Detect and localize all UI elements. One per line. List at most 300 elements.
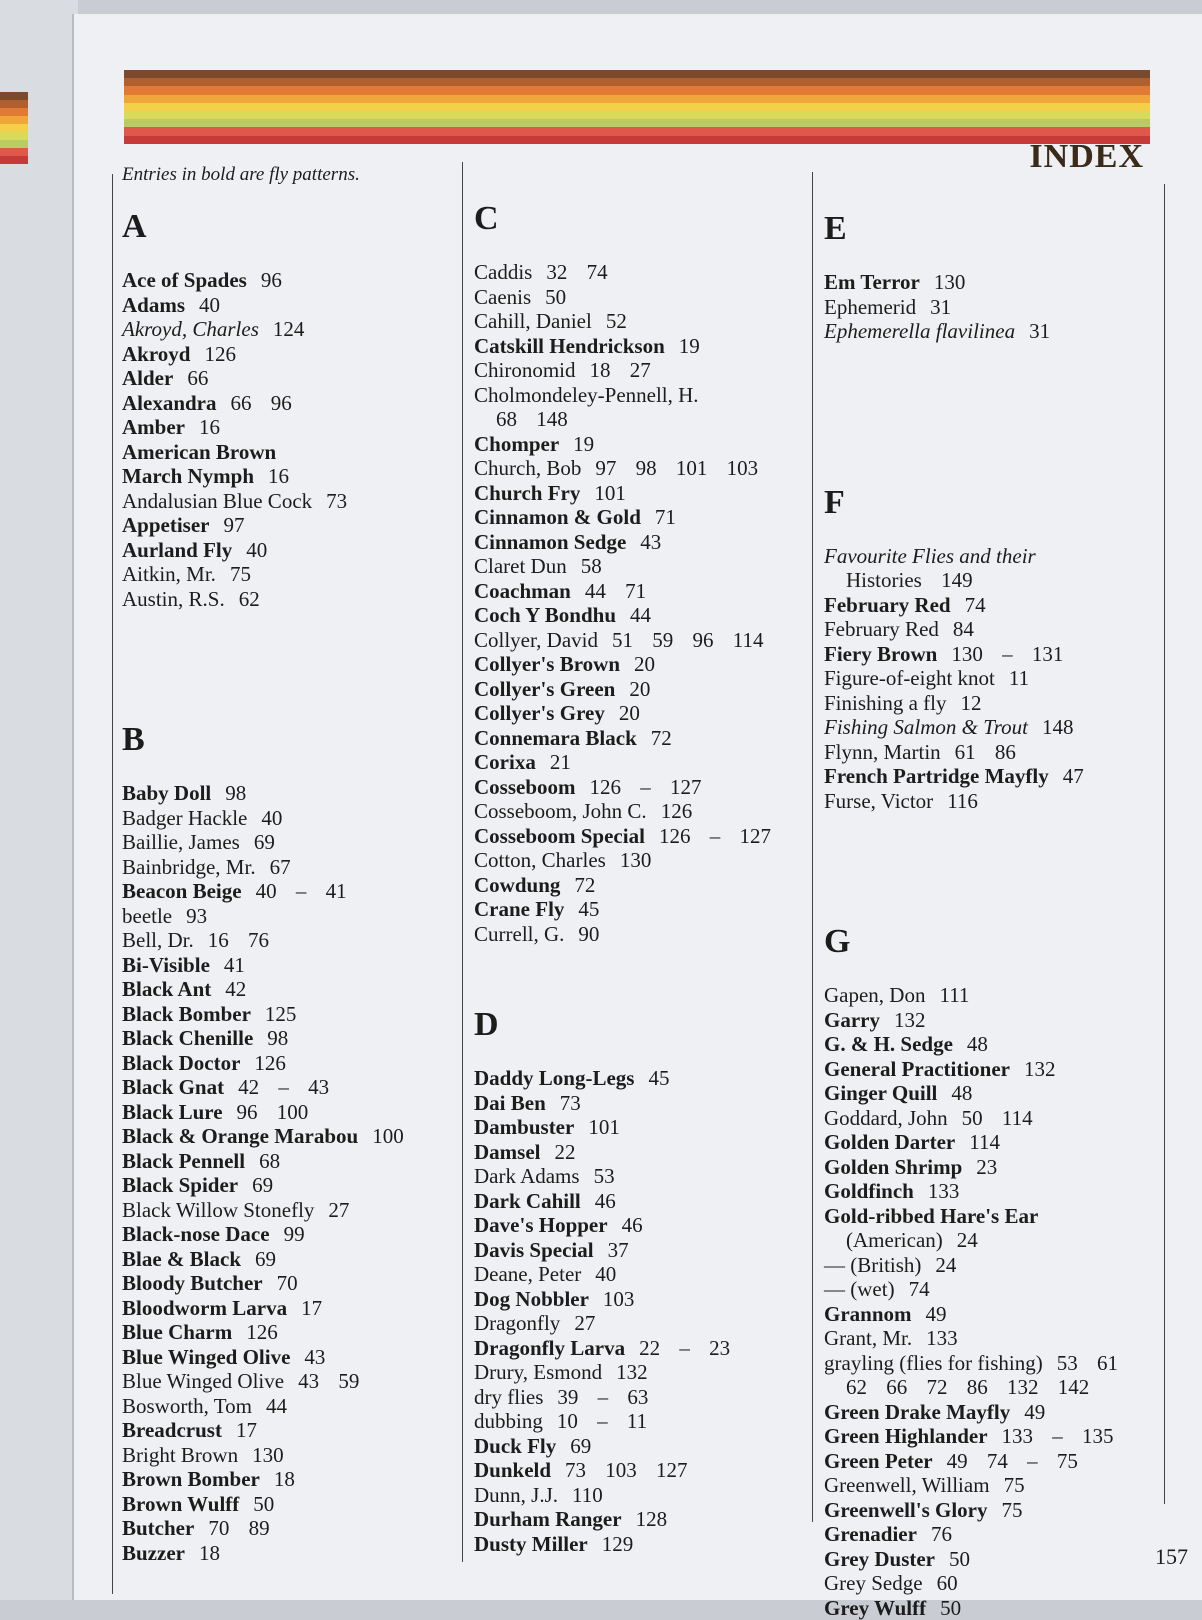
entry-name: Grey Sedge [824, 1571, 923, 1595]
entry-name: Greenwell, William [824, 1473, 990, 1497]
index-entry [824, 789, 1159, 814]
entry-name: Grenadier [824, 1522, 917, 1546]
entry-pages: 40 [595, 1262, 616, 1286]
entry-pages: 116 [947, 789, 978, 813]
entry-name: Bloody Butcher [122, 1271, 263, 1295]
entry-name: Black Bomber [122, 1002, 251, 1026]
index-entry [474, 1385, 809, 1410]
section-letter-f: F [824, 484, 1159, 522]
entry-pages: 53 [594, 1164, 615, 1188]
index-entry [122, 1149, 457, 1174]
entry-pages: 133 [928, 1179, 960, 1203]
entry-name: Green Highlander [824, 1424, 988, 1448]
entry-name: Dunn, J.J. [474, 1483, 558, 1507]
index-entry [824, 1302, 1159, 1327]
entry-pages: 50 114 [962, 1106, 1033, 1130]
index-entry [824, 295, 1159, 320]
entry-name: Bosworth, Tom [122, 1394, 252, 1418]
index-entry [122, 953, 457, 978]
index-entry [122, 538, 457, 563]
index-entry [824, 1106, 1159, 1131]
index-entry [122, 1443, 457, 1468]
entry-name: Grey Duster [824, 1547, 935, 1571]
entry-name: Black Willow Stonefly [122, 1198, 314, 1222]
entry-pages: 20 [634, 652, 655, 676]
index-entry [122, 781, 457, 806]
entry-name: Coch Y Bondhu [474, 603, 616, 627]
entry-pages: 44 [630, 603, 651, 627]
entry-pages: 125 [265, 1002, 297, 1026]
entry-pages: 132 [1024, 1057, 1056, 1081]
entry-name: Cosseboom Special [474, 824, 645, 848]
entry-name: Cinnamon & Gold [474, 505, 641, 529]
entry-name: Dave's Hopper [474, 1213, 608, 1237]
bold-entries-note: Entries in bold are fly patterns. [122, 164, 457, 186]
entry-name: Blae & Black [122, 1247, 241, 1271]
column-rule-1 [462, 162, 463, 1562]
entry-pages: 17 [236, 1418, 257, 1442]
entry-name: Blue Winged Olive [122, 1345, 290, 1369]
index-entry [474, 383, 809, 432]
entry-name: Goddard, John [824, 1106, 948, 1130]
entry-pages: 12 [961, 691, 982, 715]
index-entry [824, 691, 1159, 716]
entry-pages: 66 [187, 366, 208, 390]
entry-name: Chomper [474, 432, 559, 456]
entry-name: Drury, Esmond [474, 1360, 602, 1384]
index-entry [474, 530, 809, 555]
index-entry [122, 342, 457, 367]
index-entry [122, 268, 457, 293]
entry-pages: 43 [304, 1345, 325, 1369]
entry-pages: 42 – 43 [238, 1075, 329, 1099]
entry-pages: 148 [1042, 715, 1074, 739]
entry-name: Collyer, David [474, 628, 598, 652]
entry-name: Appetiser [122, 513, 210, 537]
entry-name: Coachman [474, 579, 571, 603]
entry-pages: 101 [594, 481, 626, 505]
entry-pages: 73 [560, 1091, 581, 1115]
index-entry [474, 1189, 809, 1214]
index-column-1 [122, 164, 457, 1565]
index-entry [122, 1002, 457, 1027]
entry-name: Dark Adams [474, 1164, 580, 1188]
index-entry [474, 1091, 809, 1116]
entry-pages: 98 [225, 781, 246, 805]
entry-pages: 19 [573, 432, 594, 456]
section-letter-c: C [474, 200, 809, 238]
entry-pages: 93 [186, 904, 207, 928]
entry-name: Grant, Mr. [824, 1326, 912, 1350]
entry-name: Grey Wulff [824, 1596, 926, 1620]
index-entry [122, 1394, 457, 1419]
index-entry [474, 260, 809, 285]
entry-pages: 90 [578, 922, 599, 946]
entry-name: Akroyd, Charles [122, 317, 259, 341]
entry-pages: 69 [252, 1173, 273, 1197]
banner-stripe [0, 116, 28, 124]
index-entry [474, 1115, 809, 1140]
index-entry [824, 1204, 1159, 1229]
banner-stripe [0, 140, 28, 148]
entry-name: Dragonfly [474, 1311, 560, 1335]
entry-name: Cinnamon Sedge [474, 530, 626, 554]
entry-name: Ephemerid [824, 295, 916, 319]
index-entry [122, 1075, 457, 1100]
entry-pages: 18 [199, 1541, 220, 1565]
entry-name: Cowdung [474, 873, 560, 897]
section-gap [824, 344, 1159, 484]
entry-name: Beacon Beige [122, 879, 242, 903]
index-entry [122, 1516, 457, 1541]
index-entry [122, 1100, 457, 1125]
index-entry [824, 715, 1159, 740]
entry-name: Cotton, Charles [474, 848, 606, 872]
index-entry [474, 505, 809, 530]
entry-pages: 16 [268, 464, 289, 488]
entry-name: Dai Ben [474, 1091, 546, 1115]
entry-name: Adams [122, 293, 185, 317]
entry-pages: 84 [953, 617, 974, 641]
entry-name: Durham Ranger [474, 1507, 622, 1531]
index-entry [474, 848, 809, 873]
index-entry [474, 824, 809, 849]
index-entry [474, 799, 809, 824]
entry-pages: 99 [284, 1222, 305, 1246]
entry-pages: 40 [261, 806, 282, 830]
entry-pages: 69 [254, 830, 275, 854]
index-entry [474, 701, 809, 726]
entry-name: Ginger Quill [824, 1081, 937, 1105]
entry-name: Dambuster [474, 1115, 574, 1139]
entry-name: Duck Fly [474, 1434, 556, 1458]
entry-name: Aurland Fly [122, 538, 232, 562]
index-entry [474, 432, 809, 457]
entry-pages: 76 [931, 1522, 952, 1546]
entry-pages: 110 [572, 1483, 603, 1507]
banner-stripe [124, 86, 1150, 94]
index-entry [824, 1057, 1159, 1082]
entry-name: beetle [122, 904, 172, 928]
entry-name: Dunkeld [474, 1458, 551, 1482]
entry-pages: 129 [602, 1532, 634, 1556]
index-entry [122, 1198, 457, 1223]
index-entry [824, 1571, 1159, 1596]
entry-name: Church Fry [474, 481, 580, 505]
index-entry [122, 293, 457, 318]
section-letter-a: A [122, 208, 457, 246]
entry-name: Dusty Miller [474, 1532, 588, 1556]
entry-pages: 103 [603, 1287, 635, 1311]
index-entry [474, 481, 809, 506]
index-entry [474, 1262, 809, 1287]
entry-name: Furse, Victor [824, 789, 933, 813]
index-entry [824, 1277, 1159, 1302]
entry-name: Goldfinch [824, 1179, 914, 1203]
entry-pages: 60 [937, 1571, 958, 1595]
banner-stripe [0, 156, 28, 164]
entry-name: Green Peter [824, 1449, 933, 1473]
entry-pages: 51 59 96 114 [612, 628, 763, 652]
entry-pages: 74 [909, 1277, 930, 1301]
index-entry [474, 1164, 809, 1189]
banner-stripe [124, 136, 1150, 144]
index-entry [122, 1467, 457, 1492]
index-entry [122, 1222, 457, 1247]
entry-pages: 40 – 41 [256, 879, 347, 903]
entry-name: Alexandra [122, 391, 217, 415]
entry-pages: 70 [277, 1271, 298, 1295]
index-entry [122, 1345, 457, 1370]
entry-name: Black Doctor [122, 1051, 240, 1075]
index-entry [122, 1541, 457, 1566]
entry-pages: 46 [622, 1213, 643, 1237]
index-entry [474, 677, 809, 702]
index-entry [824, 1008, 1159, 1033]
entry-name: Church, Bob [474, 456, 581, 480]
entry-name: Akroyd [122, 342, 190, 366]
entry-pages: 20 [619, 701, 640, 725]
entry-pages: 43 59 [298, 1369, 359, 1393]
entry-name: Blue Winged Olive [122, 1369, 284, 1393]
entry-pages: 97 98 101 103 [595, 456, 758, 480]
index-entry [824, 1596, 1159, 1620]
entry-name: Caddis [474, 260, 532, 284]
entry-name: General Practitioner [824, 1057, 1010, 1081]
banner-stripe [0, 100, 28, 108]
index-entry [122, 1320, 457, 1345]
entry-pages: 98 [267, 1026, 288, 1050]
index-entry [824, 1424, 1159, 1449]
index-entry [474, 1507, 809, 1532]
entry-pages: 61 86 [955, 740, 1016, 764]
index-entry [122, 977, 457, 1002]
column-rule-left [112, 174, 113, 1594]
entry-pages: 100 [372, 1124, 404, 1148]
entry-name: American Brown [122, 440, 276, 464]
entry-name: Bloodworm Larva [122, 1296, 287, 1320]
entry-name: (American) [846, 1228, 943, 1252]
index-entry [474, 1360, 809, 1385]
entry-pages: 39 – 63 [557, 1385, 648, 1409]
banner-stripe [124, 111, 1150, 119]
section-gap [474, 946, 809, 1006]
index-entry [474, 652, 809, 677]
index-entry [122, 1296, 457, 1321]
entry-name: Black-nose Dace [122, 1222, 270, 1246]
entry-pages: 124 [273, 317, 305, 341]
entry-name: Gapen, Don [824, 983, 925, 1007]
entry-name: Bright Brown [122, 1443, 238, 1467]
entry-pages: 126 [661, 799, 693, 823]
banner-stripe [124, 78, 1150, 86]
entry-pages: 20 [629, 677, 650, 701]
entry-pages: 41 [224, 953, 245, 977]
entry-name: Brown Wulff [122, 1492, 239, 1516]
entry-name: Amber [122, 415, 185, 439]
entry-name: Badger Hackle [122, 806, 247, 830]
entry-name: Damsel [474, 1140, 541, 1164]
entry-pages: 21 [550, 750, 571, 774]
entry-name: Blue Charm [122, 1320, 232, 1344]
entry-name: Black Lure [122, 1100, 223, 1124]
entry-pages: 130 [934, 270, 966, 294]
entry-name: Butcher [122, 1516, 194, 1540]
entry-name: Claret Dun [474, 554, 567, 578]
index-entry [824, 642, 1159, 667]
entry-pages: 50 [940, 1596, 961, 1620]
entry-pages: 16 [199, 415, 220, 439]
entry-pages: 114 [969, 1130, 1000, 1154]
section-gap [122, 611, 457, 721]
entry-name: March Nymph [122, 464, 254, 488]
index-entry [824, 1253, 1159, 1278]
entry-name: Austin, R.S. [122, 587, 225, 611]
entry-pages: 11 [1009, 666, 1029, 690]
section-letter-g: G [824, 923, 1159, 961]
entry-name: Figure-of-eight knot [824, 666, 995, 690]
entry-pages: 75 [230, 562, 251, 586]
index-entry [474, 1066, 809, 1091]
banner-stripe [124, 70, 1150, 78]
index-column-3 [824, 210, 1159, 1620]
entry-pages: 24 [957, 1228, 978, 1252]
entry-name: Chironomid [474, 358, 576, 382]
entry-pages: 40 [246, 538, 267, 562]
entry-name: French Partridge Mayfly [824, 764, 1049, 788]
entry-name: Bell, Dr. [122, 928, 194, 952]
column-rule-2 [812, 172, 813, 1522]
index-entry [824, 1473, 1159, 1498]
index-entry [474, 873, 809, 898]
entry-pages: 70 89 [208, 1516, 269, 1540]
entry-continuation: Histories 149 [824, 568, 1159, 593]
entry-pages: 73 103 127 [565, 1458, 688, 1482]
entry-name: Cahill, Daniel [474, 309, 592, 333]
index-entry [474, 1409, 809, 1434]
entry-name: Fishing Salmon & Trout [824, 715, 1028, 739]
entry-pages: 27 [328, 1198, 349, 1222]
entry-pages: 126 [254, 1051, 286, 1075]
entry-pages: 16 76 [208, 928, 269, 952]
page-number: 157 [1155, 1544, 1188, 1570]
entry-pages: 96 100 [237, 1100, 309, 1124]
entry-name: Green Drake Mayfly [824, 1400, 1010, 1424]
banner-stripe [124, 119, 1150, 127]
entry-pages: 96 [261, 268, 282, 292]
entry-pages: 132 [616, 1360, 648, 1384]
index-entry [122, 440, 457, 465]
entry-pages: 27 [574, 1311, 595, 1335]
entry-name: Grannom [824, 1302, 912, 1326]
entry-pages: 69 [255, 1247, 276, 1271]
banner-stripe [124, 103, 1150, 111]
index-entry [824, 1498, 1159, 1523]
index-entry [122, 587, 457, 612]
header-banner [124, 70, 1150, 144]
entry-name: Gold-ribbed Hare's Ear [824, 1204, 1038, 1228]
index-column-2 [474, 200, 809, 1556]
entry-pages: 31 [930, 295, 951, 319]
entry-name: Fiery Brown [824, 642, 937, 666]
entry-pages: 126 – 127 [659, 824, 771, 848]
index-entry [122, 855, 457, 880]
entry-pages: 31 [1029, 319, 1050, 343]
banner-stripe [124, 127, 1150, 135]
index-entry [824, 1400, 1159, 1425]
entry-name: Davis Special [474, 1238, 594, 1262]
index-entry [122, 317, 457, 342]
entry-name: — (wet) [824, 1277, 895, 1301]
index-entry [122, 1026, 457, 1051]
entry-pages: 132 [894, 1008, 926, 1032]
index-entry [824, 617, 1159, 642]
section-letter-b: B [122, 721, 457, 759]
entry-name: G. & H. Sedge [824, 1032, 953, 1056]
entry-continuation: 68 148 [474, 407, 809, 432]
banner-stripe [0, 92, 28, 100]
entry-name: Black Pennell [122, 1149, 245, 1173]
index-entry [474, 775, 809, 800]
entry-pages: 66 96 [231, 391, 292, 415]
entry-name: Dark Cahill [474, 1189, 581, 1213]
entry-name: Finishing a fly [824, 691, 947, 715]
entry-name: Baillie, James [122, 830, 240, 854]
index-entry [824, 740, 1159, 765]
entry-pages: 128 [636, 1507, 668, 1531]
entry-continuation: 62 66 72 86 132 142 [824, 1375, 1159, 1400]
index-entry [122, 1271, 457, 1296]
entry-pages: 48 [967, 1032, 988, 1056]
index-entry [122, 489, 457, 514]
entry-pages: 19 [679, 334, 700, 358]
index-entry [824, 593, 1159, 618]
index-entry [474, 285, 809, 310]
index-entry [122, 1051, 457, 1076]
banner-stripe [0, 148, 28, 156]
entry-pages: 69 [570, 1434, 591, 1458]
index-entry [824, 319, 1159, 344]
entry-pages: 17 [301, 1296, 322, 1320]
index-entry [122, 806, 457, 831]
index-entry [474, 1458, 809, 1483]
index-entry [474, 1311, 809, 1336]
entry-pages: 32 74 [546, 260, 607, 284]
index-entry [122, 562, 457, 587]
entry-pages: 126 [246, 1320, 278, 1344]
entry-name: Collyer's Green [474, 677, 615, 701]
entry-name: Greenwell's Glory [824, 1498, 988, 1522]
index-entry [474, 1213, 809, 1238]
entry-name: Buzzer [122, 1541, 185, 1565]
entry-pages: 130 – 131 [951, 642, 1063, 666]
entry-pages: 71 [655, 505, 676, 529]
index-entry [824, 1032, 1159, 1057]
index-entry [474, 1287, 809, 1312]
entry-pages: 72 [651, 726, 672, 750]
entry-pages: 53 61 [1057, 1351, 1118, 1375]
entry-name: Ace of Spades [122, 268, 247, 292]
index-entry [824, 764, 1159, 789]
index-entry [474, 922, 809, 947]
index-entry [474, 726, 809, 751]
facing-page-stripes [0, 92, 28, 156]
index-entry [122, 464, 457, 489]
banner-stripe [0, 108, 28, 116]
entry-name: February Red [824, 617, 939, 641]
entry-pages: 133 – 135 [1002, 1424, 1114, 1448]
entry-pages: 130 [620, 848, 652, 872]
